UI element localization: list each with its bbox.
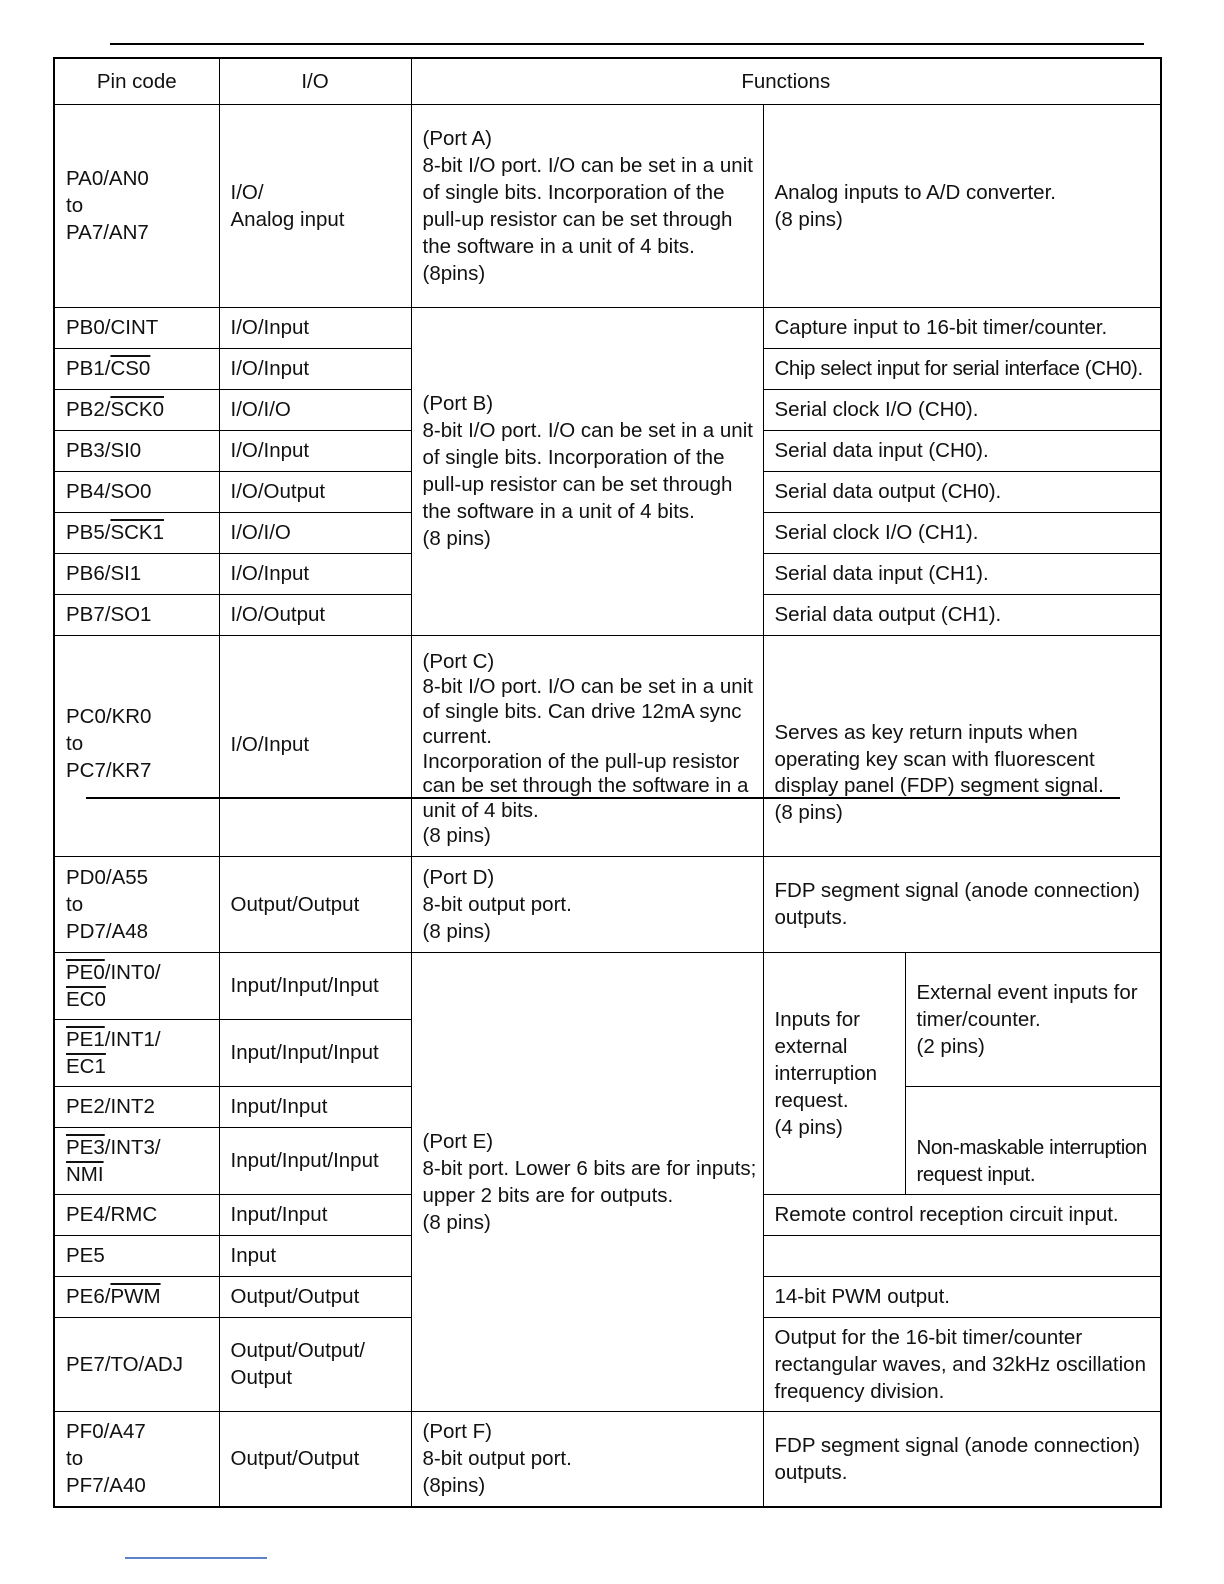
port-a-desc: (Port A) 8-bit I/O port. I/O can be set in a unit of single bits. Incorporation of the pull-up resistor can be set through the software in a unit of 4 bits. (8pins) bbox=[411, 104, 763, 307]
port-e-pin: PE4/RMC bbox=[54, 1194, 219, 1235]
port-d-func: FDP segment signal (anode connection) outputs. bbox=[763, 856, 1161, 952]
port-e-io: Input/Input bbox=[219, 1194, 411, 1235]
port-b-pin: PB0/CINT bbox=[54, 307, 219, 348]
port-b-pin: PB4/SO0 bbox=[54, 471, 219, 512]
top-rule bbox=[110, 43, 1144, 45]
port-e-pin: PE0/INT0/ EC0 bbox=[54, 952, 219, 1019]
port-b-func: Serial data output (CH1). bbox=[763, 594, 1161, 635]
port-e-row bbox=[54, 952, 1161, 1019]
port-b-io: I/O/Output bbox=[219, 471, 411, 512]
port-b-io: I/O/Input bbox=[219, 553, 411, 594]
port-b-func: Chip select input for serial interface (CH0). bbox=[763, 348, 1161, 389]
port-b-io: I/O/I/O bbox=[219, 512, 411, 553]
port-b-pin: PB5/SCK1 bbox=[54, 512, 219, 553]
port-a-func: Analog inputs to A/D converter. (8 pins) bbox=[763, 104, 1161, 307]
port-e-func: Output for the 16-bit timer/counter rectangular waves, and 32kHz oscillation frequency division. bbox=[763, 1317, 1161, 1411]
port-c-desc: (Port C) 8-bit I/O port. I/O can be set in a unit of single bits. Can drive 12mA sync current. Incorporation of the pull-up resistor can be set through the software in a unit of 4 bits. (8 pins) bbox=[411, 635, 763, 856]
port-b-pin: PB1/CS0 bbox=[54, 348, 219, 389]
port-f-row bbox=[54, 1411, 1161, 1507]
footer-link-underline bbox=[125, 1557, 267, 1559]
port-b-io: I/O/Input bbox=[219, 307, 411, 348]
port-c-row bbox=[54, 635, 1161, 856]
port-e-io: Input/Input/Input bbox=[219, 952, 411, 1019]
port-e-pin: PE2/INT2 bbox=[54, 1086, 219, 1127]
port-e-pin: PE3/INT3/ $\overline{NMI}$ bbox=[54, 1127, 219, 1194]
port-e-nmi-func: Non-maskable interruption request input. bbox=[905, 1086, 1161, 1194]
port-b-func: Capture input to 16-bit timer/counter. bbox=[763, 307, 1161, 348]
header-functions: Functions bbox=[411, 58, 1161, 104]
port-b-pin: PB2/SCK0 bbox=[54, 389, 219, 430]
port-b-io: I/O/Output bbox=[219, 594, 411, 635]
port-e-io: Output/Output bbox=[219, 1276, 411, 1317]
port-b-desc: (Port B) 8-bit I/O port. I/O can be set in a unit of single bits. Incorporation of the pull-up resistor can be set through the software in a unit of 4 bits. (8 pins) bbox=[411, 307, 763, 635]
port-f-io: Output/Output bbox=[219, 1411, 411, 1507]
port-b-pin: PB7/SO1 bbox=[54, 594, 219, 635]
port-a-row bbox=[54, 104, 1161, 307]
port-f-func: FDP segment signal (anode connection) outputs. bbox=[763, 1411, 1161, 1507]
strike-line bbox=[86, 797, 1120, 799]
port-b-func: Serial data input (CH1). bbox=[763, 553, 1161, 594]
port-d-row bbox=[54, 856, 1161, 952]
port-e-pin: $PE6/\overline{PWM}$ bbox=[54, 1276, 219, 1317]
port-b-func: Serial data output (CH0). bbox=[763, 471, 1161, 512]
port-b-pin: PB3/SI0 bbox=[54, 430, 219, 471]
pin-function-table bbox=[53, 57, 1162, 1508]
port-d-desc: (Port D) 8-bit output port. (8 pins) bbox=[411, 856, 763, 952]
port-e-io: Input/Input/Input bbox=[219, 1019, 411, 1086]
port-f-desc: (Port F) 8-bit output port. (8pins) bbox=[411, 1411, 763, 1507]
port-f-pin: PF0/A47 to PF7/A40 bbox=[54, 1411, 219, 1507]
port-e-func bbox=[763, 1235, 1161, 1276]
port-c-func: Serves as key return inputs when operating key scan with fluorescent display panel (FDP) segment signal. (8 pins) bbox=[763, 635, 1161, 856]
header-row bbox=[54, 58, 1161, 104]
header-pin-code: Pin code bbox=[54, 58, 219, 104]
port-b-io: I/O/Input bbox=[219, 348, 411, 389]
port-e-io: Input/Input/Input bbox=[219, 1127, 411, 1194]
port-b-pin: PB6/SI1 bbox=[54, 553, 219, 594]
port-d-io: Output/Output bbox=[219, 856, 411, 952]
port-e-func: Remote control reception circuit input. bbox=[763, 1194, 1161, 1235]
port-e-desc: (Port E) 8-bit port. Lower 6 bits are for inputs; upper 2 bits are for outputs. (8 pins) bbox=[411, 952, 763, 1411]
port-a-pin: PA0/AN0 to PA7/AN7 bbox=[54, 104, 219, 307]
port-e-pin: PE5 bbox=[54, 1235, 219, 1276]
port-c-io: I/O/Input bbox=[219, 635, 411, 856]
port-a-io: I/O/ Analog input bbox=[219, 104, 411, 307]
port-e-interrupt-group: Inputs for external interruption request. (4 pins) bbox=[763, 952, 905, 1194]
port-e-io: Output/Output/ Output bbox=[219, 1317, 411, 1411]
port-b-row bbox=[54, 307, 1161, 348]
port-b-func: Serial data input (CH0). bbox=[763, 430, 1161, 471]
port-b-io: I/O/Input bbox=[219, 430, 411, 471]
port-b-func: Serial clock I/O (CH0). bbox=[763, 389, 1161, 430]
port-d-pin: PD0/A55 to PD7/A48 bbox=[54, 856, 219, 952]
port-e-pin: PE7/TO/ADJ bbox=[54, 1317, 219, 1411]
port-b-func: Serial clock I/O (CH1). bbox=[763, 512, 1161, 553]
header-io: I/O bbox=[219, 58, 411, 104]
port-e-event-inputs: External event inputs for timer/counter. (2 pins) bbox=[905, 952, 1161, 1086]
port-e-pin: PE1/INT1/ EC1 bbox=[54, 1019, 219, 1086]
port-e-io: Input/Input bbox=[219, 1086, 411, 1127]
port-e-func: 14-bit PWM output. bbox=[763, 1276, 1161, 1317]
port-e-io: Input bbox=[219, 1235, 411, 1276]
port-b-io: I/O/I/O bbox=[219, 389, 411, 430]
port-c-pin: PC0/KR0 to PC7/KR7 bbox=[54, 635, 219, 856]
